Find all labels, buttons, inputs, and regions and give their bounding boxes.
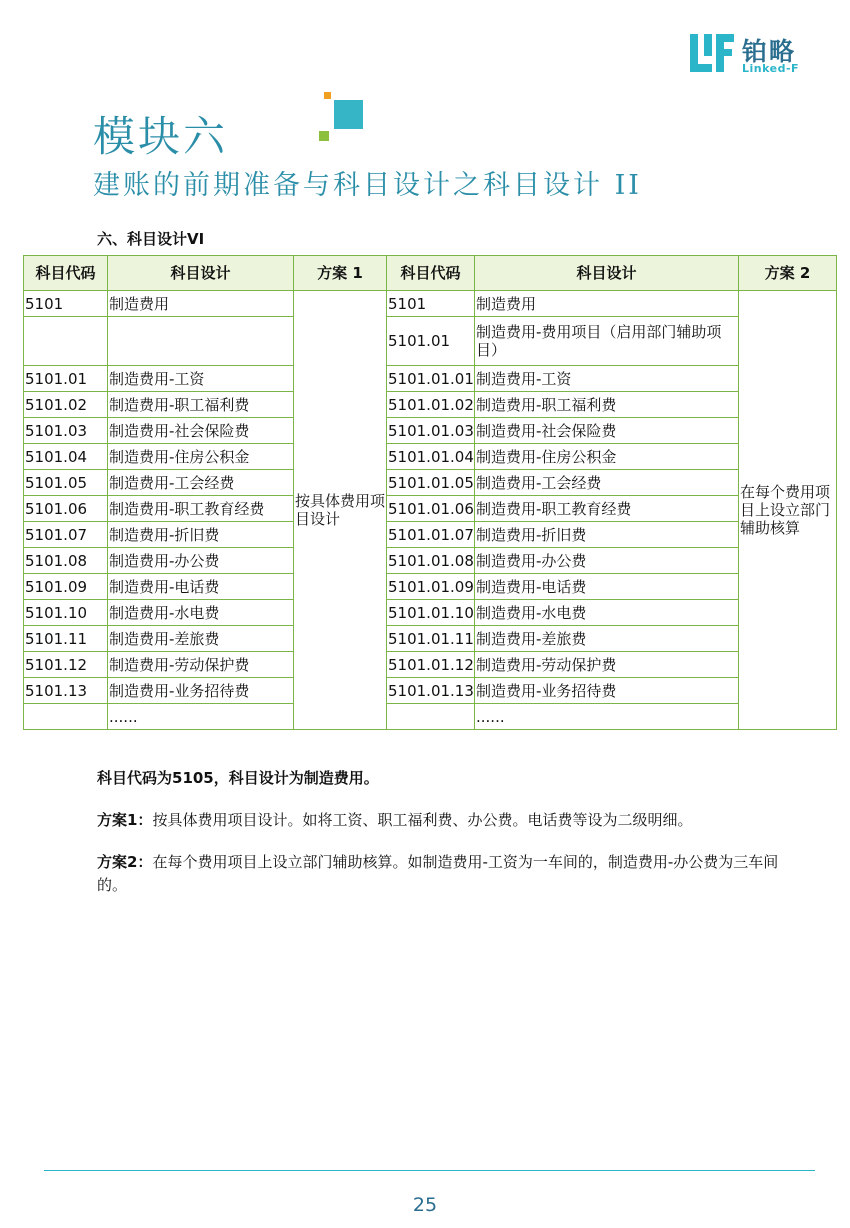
code-1 xyxy=(24,704,108,730)
code-1: 5101.13 xyxy=(24,678,108,704)
code-2: 5101.01.11 xyxy=(387,626,475,652)
code-1: 5101.06 xyxy=(24,496,108,522)
code-1: 5101.02 xyxy=(24,392,108,418)
table-row xyxy=(24,704,837,730)
design-2: 制造费用-电话费 xyxy=(475,574,739,600)
header-design-2: 科目设计 xyxy=(475,256,739,291)
header-code-1: 科目代码 xyxy=(24,256,108,291)
table-row xyxy=(24,317,837,366)
logo-sub: Linked-F xyxy=(742,62,800,75)
decor-square-icon xyxy=(319,131,329,141)
design-2: 制造费用-工会经费 xyxy=(475,470,739,496)
design-1: 制造费用-住房公积金 xyxy=(108,444,294,470)
table-row xyxy=(24,574,837,600)
code-2: 5101.01.05 xyxy=(387,470,475,496)
design-1 xyxy=(108,317,294,366)
header-design-1: 科目设计 xyxy=(108,256,294,291)
design-2: 制造费用-职工教育经费 xyxy=(475,496,739,522)
design-2: 制造费用-办公费 xyxy=(475,548,739,574)
table-row xyxy=(24,652,837,678)
code-1: 5101.09 xyxy=(24,574,108,600)
code-2: 5101.01.06 xyxy=(387,496,475,522)
header-plan-1: 方案 1 xyxy=(294,256,387,291)
account-design-table xyxy=(23,255,837,730)
logo-mark-icon xyxy=(690,34,734,72)
section-title: 六、科目设计VI xyxy=(97,230,205,248)
note-plan-1-label: 方案1： xyxy=(97,811,153,829)
code-2: 5101.01.02 xyxy=(387,392,475,418)
code-2 xyxy=(387,704,475,730)
design-2: 制造费用-住房公积金 xyxy=(475,444,739,470)
design-2: 制造费用-费用项目（启用部门辅助项目） xyxy=(475,317,739,366)
code-2: 5101 xyxy=(387,291,475,317)
table-row xyxy=(24,522,837,548)
design-2: 制造费用-业务招待费 xyxy=(475,678,739,704)
table-row xyxy=(24,548,837,574)
design-1: 制造费用-劳动保护费 xyxy=(108,652,294,678)
design-1: 制造费用 xyxy=(108,291,294,317)
brand-logo xyxy=(690,32,820,76)
code-1: 5101.10 xyxy=(24,600,108,626)
note-plan-2-text: 在每个费用项目上设立部门辅助核算。如制造费用-工资为一车间的，制造费用-办公费为三车间的。 xyxy=(97,853,779,894)
code-1: 5101.07 xyxy=(24,522,108,548)
page-subtitle: 建账的前期准备与科目设计之科目设计 II xyxy=(93,170,642,201)
code-2: 5101.01.13 xyxy=(387,678,475,704)
table-row xyxy=(24,626,837,652)
code-1: 5101.01 xyxy=(24,366,108,392)
code-1: 5101.08 xyxy=(24,548,108,574)
design-2: 制造费用-水电费 xyxy=(475,600,739,626)
decor-square-icon xyxy=(324,92,331,99)
header-plan-2: 方案 2 xyxy=(739,256,837,291)
decor-square-icon xyxy=(334,100,363,129)
code-2: 5101.01 xyxy=(387,317,475,366)
design-1: 制造费用-折旧费 xyxy=(108,522,294,548)
table-header-row xyxy=(24,256,837,291)
code-1: 5101.05 xyxy=(24,470,108,496)
code-1: 5101 xyxy=(24,291,108,317)
design-1: 制造费用-办公费 xyxy=(108,548,294,574)
design-1: 制造费用-职工福利费 xyxy=(108,392,294,418)
design-2: 制造费用-劳动保护费 xyxy=(475,652,739,678)
note-summary-text: 科目代码为5105，科目设计为制造费用。 xyxy=(97,769,379,787)
table-row xyxy=(24,470,837,496)
page-number: 25 xyxy=(412,1194,438,1216)
code-2: 5101.01.03 xyxy=(387,418,475,444)
code-2: 5101.01.08 xyxy=(387,548,475,574)
design-1: 制造费用-水电费 xyxy=(108,600,294,626)
design-2: 制造费用-职工福利费 xyxy=(475,392,739,418)
logo-name: 铂略 xyxy=(742,37,797,66)
code-1: 5101.11 xyxy=(24,626,108,652)
note-plan-2 xyxy=(97,851,787,897)
design-1: 制造费用-差旅费 xyxy=(108,626,294,652)
design-1: 制造费用-工资 xyxy=(108,366,294,392)
design-2: 制造费用-差旅费 xyxy=(475,626,739,652)
design-2: 制造费用-工资 xyxy=(475,366,739,392)
design-1: 制造费用-工会经费 xyxy=(108,470,294,496)
table-row xyxy=(24,678,837,704)
design-2: 制造费用-折旧费 xyxy=(475,522,739,548)
table-row xyxy=(24,366,837,392)
design-1: 制造费用-电话费 xyxy=(108,574,294,600)
note-plan-2-label: 方案2： xyxy=(97,853,153,871)
design-1: 制造费用-社会保险费 xyxy=(108,418,294,444)
page-title: 模块六 xyxy=(93,112,229,161)
design-1: 制造费用-职工教育经费 xyxy=(108,496,294,522)
header-code-2: 科目代码 xyxy=(387,256,475,291)
design-2: 制造费用-社会保险费 xyxy=(475,418,739,444)
code-1: 5101.12 xyxy=(24,652,108,678)
design-2: 制造费用 xyxy=(475,291,739,317)
table-row xyxy=(24,418,837,444)
code-2: 5101.01.01 xyxy=(387,366,475,392)
table-row xyxy=(24,291,837,317)
design-2: ...... xyxy=(475,704,739,730)
plan-2-cell: 在每个费用项目上设立部门辅助核算 xyxy=(739,291,837,730)
footer-divider xyxy=(44,1170,815,1171)
note-summary xyxy=(97,767,787,790)
code-2: 5101.01.07 xyxy=(387,522,475,548)
design-1: 制造费用-业务招待费 xyxy=(108,678,294,704)
code-2: 5101.01.04 xyxy=(387,444,475,470)
code-2: 5101.01.10 xyxy=(387,600,475,626)
note-plan-1 xyxy=(97,809,787,832)
table-row xyxy=(24,444,837,470)
table-row xyxy=(24,600,837,626)
design-1: ...... xyxy=(108,704,294,730)
code-2: 5101.01.09 xyxy=(387,574,475,600)
plan-1-cell: 按具体费用项目设计 xyxy=(294,291,387,730)
code-2: 5101.01.12 xyxy=(387,652,475,678)
table-row xyxy=(24,392,837,418)
code-1: 5101.04 xyxy=(24,444,108,470)
note-plan-1-text: 按具体费用项目设计。如将工资、职工福利费、办公费。电话费等设为二级明细。 xyxy=(152,811,693,829)
code-1: 5101.03 xyxy=(24,418,108,444)
code-1 xyxy=(24,317,108,366)
table-row xyxy=(24,496,837,522)
